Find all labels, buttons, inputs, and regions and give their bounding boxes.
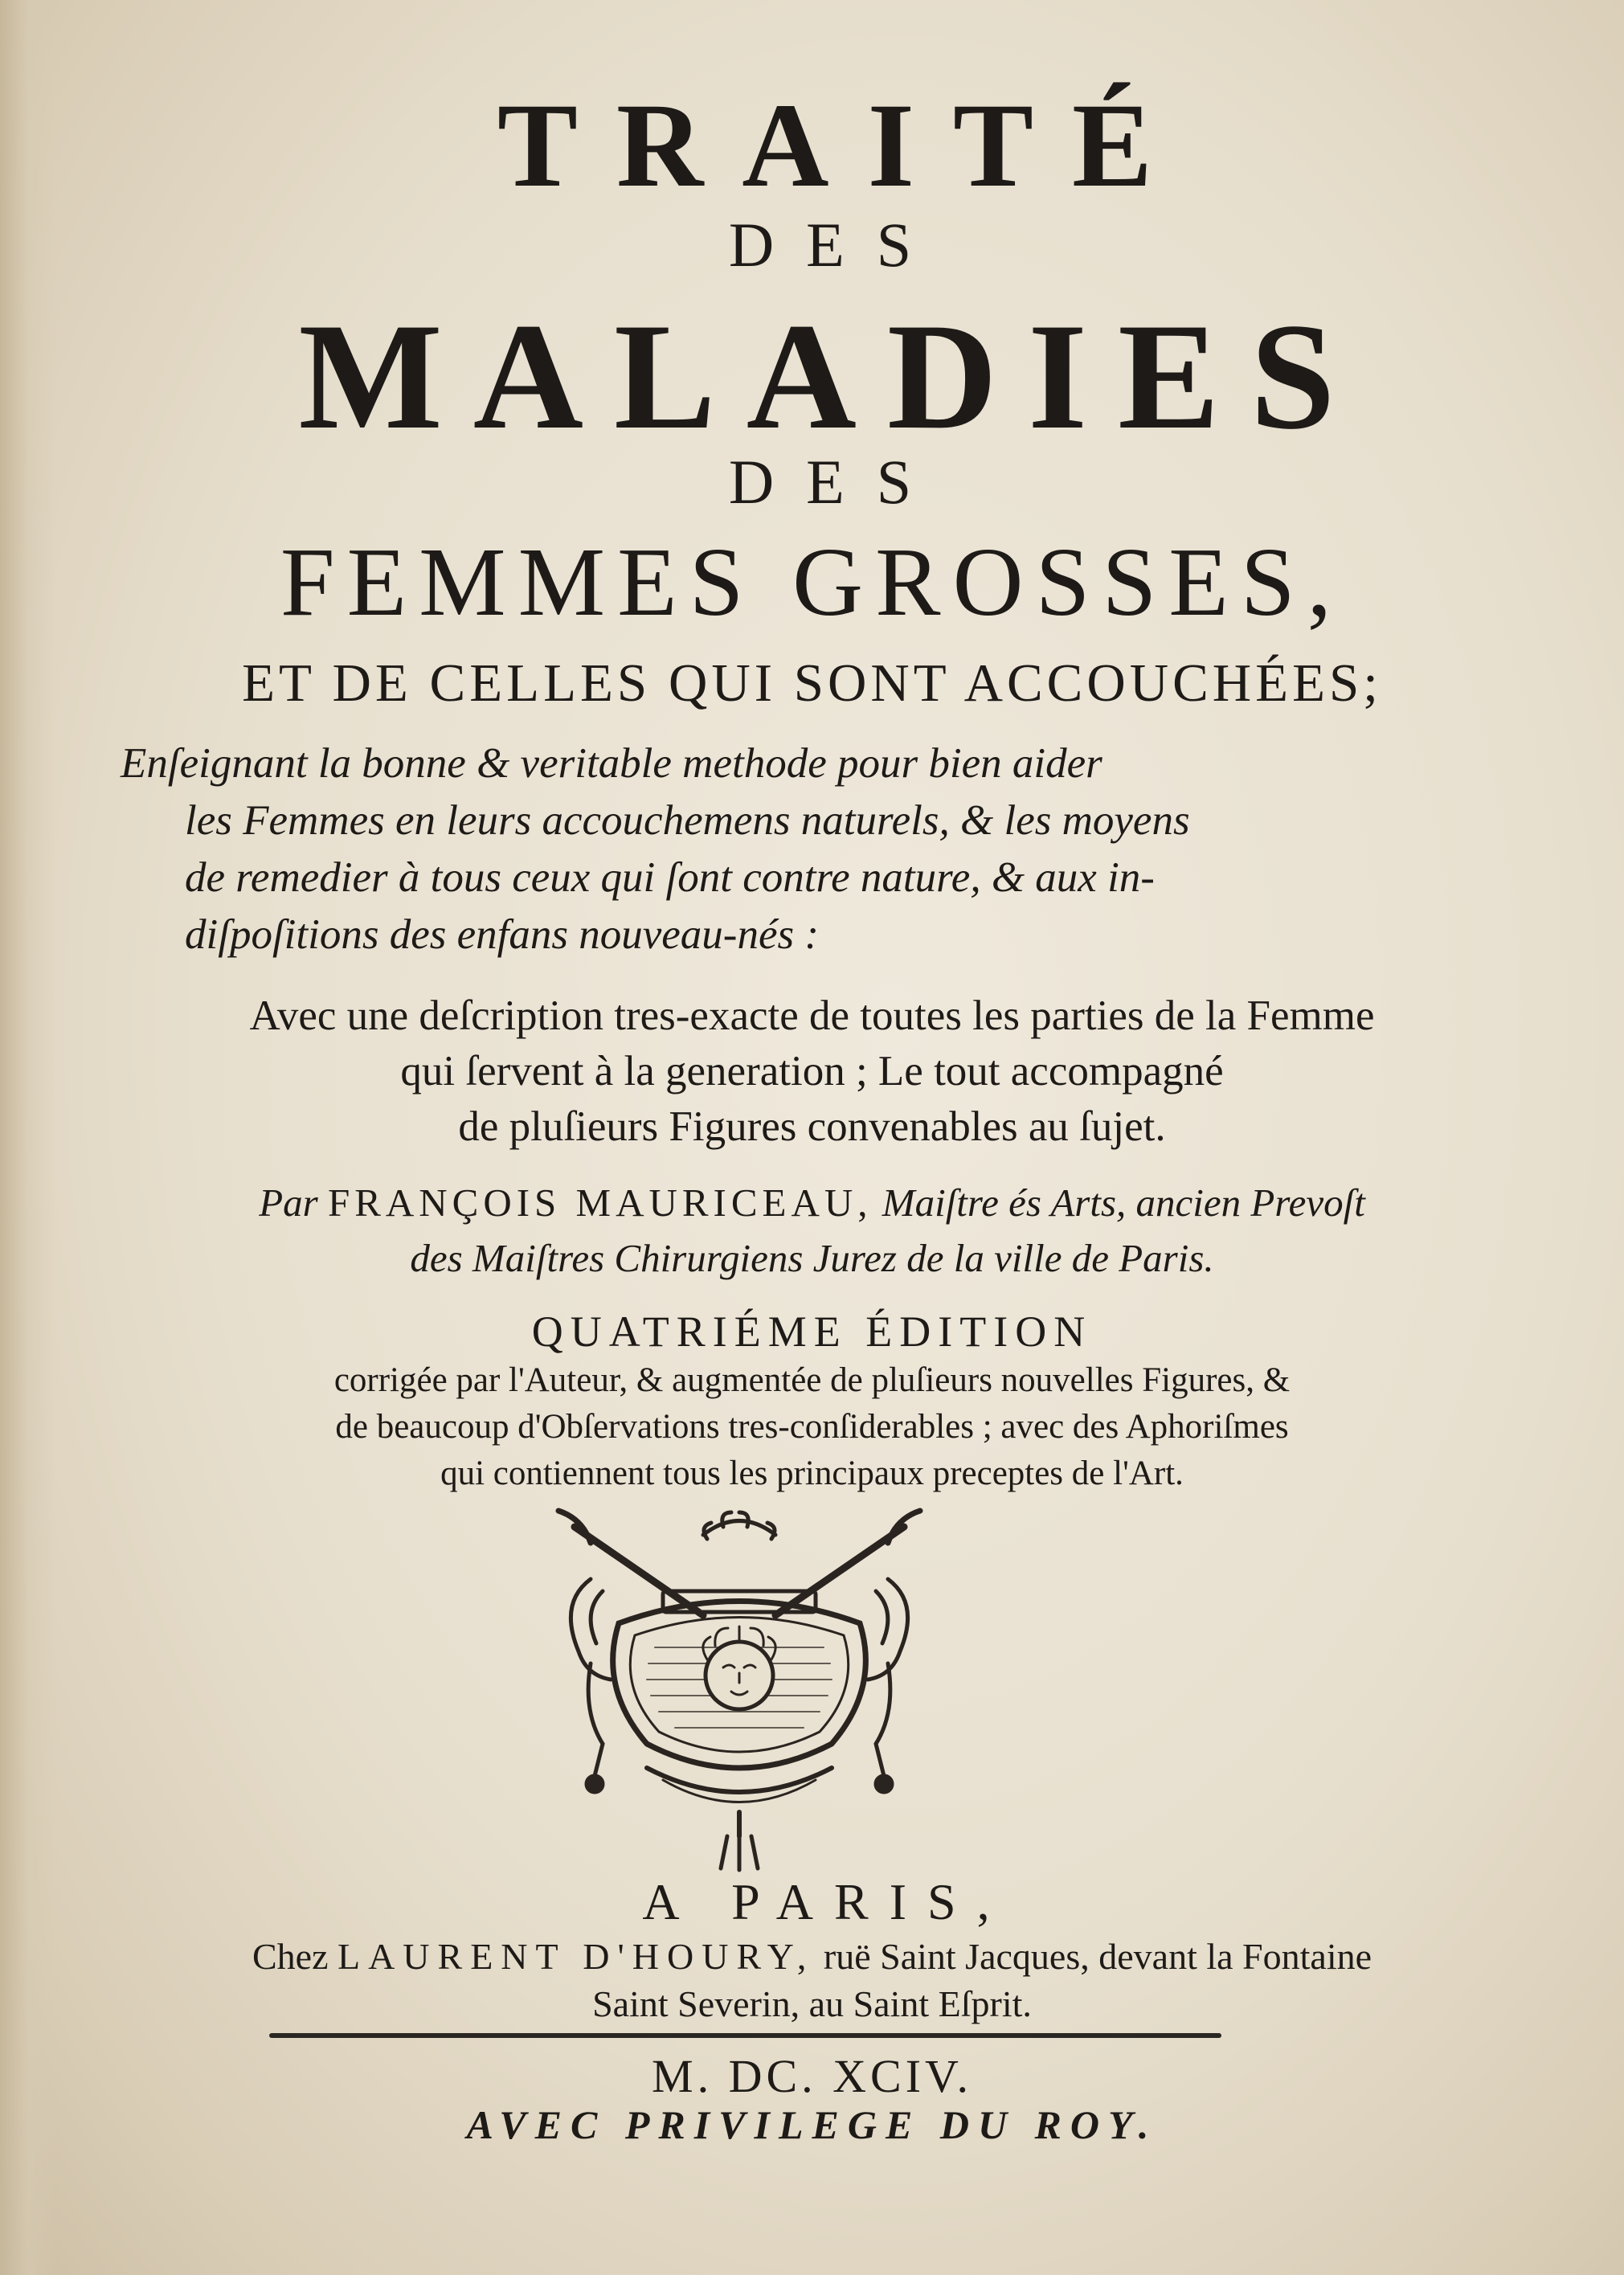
- edition-line: de beaucoup d'Obſervations tres-conſiderables ; avec des Aphoriſmes: [335, 1408, 1289, 1446]
- royal-privilege: AVEC PRIVILEGE DU ROY.: [466, 2102, 1158, 2147]
- edition-line: qui contiennent tous les principaux preceptes de l'Art.: [440, 1455, 1184, 1492]
- title-des-1: DES: [728, 210, 944, 280]
- printer-device-emblem: [542, 1503, 936, 1872]
- description-line: qui ſervent à la generation ; Le tout accompagné: [400, 1048, 1224, 1095]
- title-accouchees: ET DE CELLES QUI SONT ACCOUCHÉES;: [242, 653, 1382, 713]
- divider-rule: [269, 2033, 1221, 2038]
- subtitle-line: diſpoſitions des enfans nouveau-nés :: [185, 911, 819, 958]
- imprint-city: A PARIS,: [642, 1873, 1011, 1930]
- author-line: [0, 1180, 1624, 1225]
- author-titles: Maiſtre és Arts, ancien Prevoſt: [882, 1180, 1365, 1225]
- imprint-printer: LAURENT D'HOURY,: [337, 1936, 815, 1977]
- description-line: Avec une deſcription tres-exacte de toutes les parties de la Femme: [249, 992, 1375, 1039]
- author-par: Par: [259, 1180, 318, 1225]
- edition-heading: QUATRIÉME ÉDITION: [531, 1307, 1093, 1356]
- title-traite: TRAITÉ: [497, 79, 1192, 212]
- publication-date: M. DC. XCIV.: [652, 2050, 972, 2102]
- subtitle-line: Enſeignant la bonne & veritable methode pour bien aider: [121, 740, 1102, 787]
- imprint-address-1: ruë Saint Jacques, devant la Fontaine: [823, 1936, 1372, 1977]
- imprint-address-2: Saint Severin, au Saint Eſprit.: [592, 1983, 1032, 2024]
- description-line: de pluſieurs Figures convenables au ſujet.: [458, 1103, 1166, 1150]
- imprint-chez: Chez: [252, 1936, 329, 1977]
- subtitle-line: les Femmes en leurs accouchemens naturels, & les moyens: [185, 797, 1190, 844]
- subtitle-line: de remedier à tous ceux qui ſont contre nature, & aux in-: [185, 854, 1155, 901]
- title-des-2: DES: [728, 447, 944, 517]
- title-femmes-grosses: FEMMES GROSSES,: [280, 528, 1344, 636]
- edition-line: corrigée par l'Auteur, & augmentée de pluſieurs nouvelles Figures, &: [333, 1361, 1291, 1399]
- title-maladies: MALADIES: [298, 293, 1366, 461]
- author-name: FRANÇOIS MAURICEAU,: [327, 1180, 873, 1225]
- imprint-printer-line: [0, 1935, 1624, 1978]
- author-line-2: des Maiſtres Chirurgiens Jurez de la ville de Paris.: [410, 1236, 1214, 1280]
